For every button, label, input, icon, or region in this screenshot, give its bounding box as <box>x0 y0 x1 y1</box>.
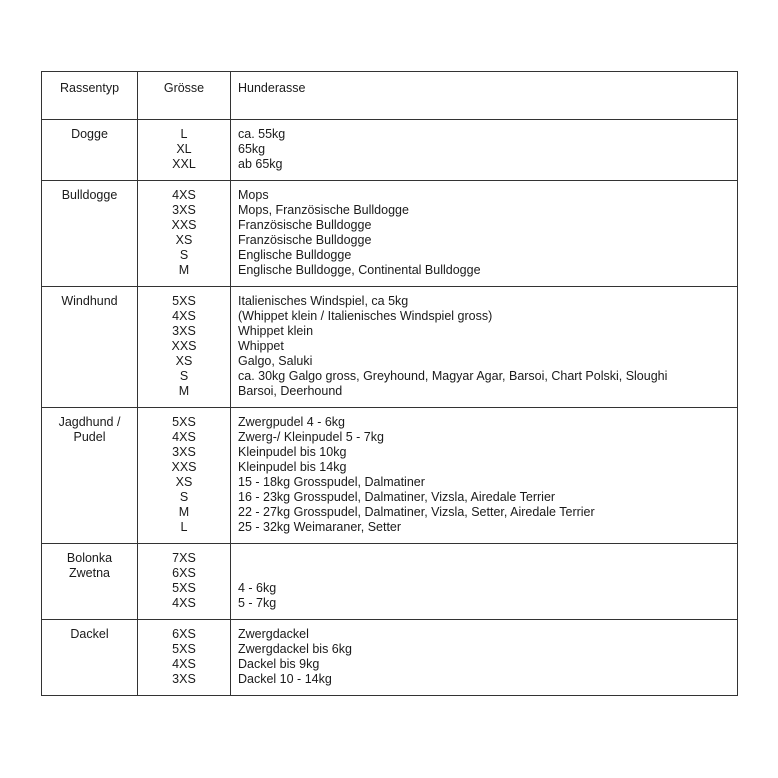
size-label: 5XS <box>172 642 196 656</box>
size-label: 5XS <box>172 415 196 429</box>
breed-cell <box>231 544 738 620</box>
breed-description: 15 - 18kg Grosspudel, Dalmatiner <box>238 475 425 489</box>
breed-type-cell <box>42 620 138 696</box>
size-label: M <box>178 505 190 519</box>
breed-cell <box>231 120 738 181</box>
size-label: XS <box>175 233 193 247</box>
breed-type-cell <box>42 120 138 181</box>
breed-description: ca. 55kg <box>238 127 286 141</box>
size-cell <box>138 544 231 620</box>
table-row <box>42 120 738 181</box>
breed-description: Französische Bulldogge <box>238 218 372 232</box>
breed-description: ab 65kg <box>238 157 283 171</box>
breed-description: Mops <box>238 188 269 202</box>
size-label: XS <box>175 354 193 368</box>
breed-type-label: Dackel <box>70 627 109 641</box>
breed-type-label: Jagdhund / <box>58 415 121 429</box>
size-label: M <box>178 263 190 277</box>
header-category: Rassentyp <box>42 72 138 120</box>
breed-description: Dackel bis 9kg <box>238 657 320 671</box>
breed-type-label: Bolonka <box>66 551 113 565</box>
breed-description: 22 - 27kg Grosspudel, Dalmatiner, Vizsla, Setter, Airedale Terrier <box>238 505 595 519</box>
breed-description: Französische Bulldogge <box>238 233 372 247</box>
table-row <box>42 620 738 696</box>
breed-description: 4 - 6kg <box>238 581 277 595</box>
size-label: S <box>179 248 189 262</box>
breed-description: Kleinpudel bis 10kg <box>238 445 347 459</box>
breed-description: Zwergpudel 4 - 6kg <box>238 415 346 429</box>
breed-description: Dackel 10 - 14kg <box>238 672 332 686</box>
breed-type-label: Bulldogge <box>61 188 118 202</box>
size-cell <box>138 408 231 544</box>
breed-description <box>238 566 731 581</box>
breed-description: Zwergdackel <box>238 627 309 641</box>
breed-description: 65kg <box>238 142 266 156</box>
breed-type-label: Zwetna <box>69 566 110 580</box>
breed-description: Englische Bulldogge, Continental Bulldogge <box>238 263 481 277</box>
size-cell <box>138 181 231 287</box>
size-label: 4XS <box>172 596 196 610</box>
breed-type-label: Windhund <box>61 294 118 308</box>
size-label: 5XS <box>172 581 196 595</box>
size-label: 5XS <box>172 294 196 308</box>
size-cell <box>138 120 231 181</box>
size-label: 7XS <box>172 551 196 565</box>
breed-description: ca. 30kg Galgo gross, Greyhound, Magyar Agar, Barsoi, Chart Polski, Sloughi <box>238 369 668 383</box>
size-label: M <box>178 384 190 398</box>
breed-type-cell <box>42 287 138 408</box>
breed-description: 25 - 32kg Weimaraner, Setter <box>238 520 402 534</box>
breed-description: 16 - 23kg Grosspudel, Dalmatiner, Vizsla, Airedale Terrier <box>238 490 556 504</box>
size-label: 4XS <box>172 657 196 671</box>
table-body <box>42 120 738 696</box>
breed-description: Zwergdackel bis 6kg <box>238 642 352 656</box>
size-label: 4XS <box>172 188 196 202</box>
breed-description: Barsoi, Deerhound <box>238 384 343 398</box>
size-label: 3XS <box>172 203 196 217</box>
size-label: 3XS <box>172 445 196 459</box>
size-label: XXL <box>172 157 196 171</box>
table-row <box>42 181 738 287</box>
breed-description: Mops, Französische Bulldogge <box>238 203 409 217</box>
breed-type-cell <box>42 408 138 544</box>
header-size: Grösse <box>138 72 231 120</box>
breed-description: Italienisches Windspiel, ca 5kg <box>238 294 409 308</box>
size-label: 3XS <box>172 672 196 686</box>
breed-cell <box>231 287 738 408</box>
breed-description: Whippet klein <box>238 324 314 338</box>
breed-type-cell <box>42 181 138 287</box>
size-label: XXS <box>171 460 197 474</box>
size-label: L <box>180 127 188 141</box>
size-label: 4XS <box>172 309 196 323</box>
breed-description: (Whippet klein / Italienisches Windspiel gross) <box>238 309 493 323</box>
size-label: XXS <box>171 339 197 353</box>
size-label: XL <box>176 142 192 156</box>
size-label: 4XS <box>172 430 196 444</box>
breed-description: Galgo, Saluki <box>238 354 313 368</box>
table-row <box>42 408 738 544</box>
size-label: S <box>179 490 189 504</box>
size-label: 6XS <box>172 627 196 641</box>
size-label: 6XS <box>172 566 196 580</box>
breed-description: Englische Bulldogge <box>238 248 352 262</box>
breed-description: Whippet <box>238 339 284 353</box>
breed-type-cell <box>42 544 138 620</box>
header-row <box>42 72 738 120</box>
table-row <box>42 287 738 408</box>
size-label: XS <box>175 475 193 489</box>
size-cell <box>138 287 231 408</box>
breed-description <box>238 551 731 566</box>
dog-size-table <box>41 71 738 696</box>
size-label: S <box>179 369 189 383</box>
breed-cell <box>231 408 738 544</box>
breed-type-label: Dogge <box>71 127 108 141</box>
breed-description: 5 - 7kg <box>238 596 277 610</box>
breed-description: Kleinpudel bis 14kg <box>238 460 347 474</box>
breed-cell <box>231 181 738 287</box>
size-cell <box>138 620 231 696</box>
breed-cell <box>231 620 738 696</box>
breed-type-label: Pudel <box>73 430 106 444</box>
header-breed: Hunderasse <box>231 72 738 120</box>
size-label: XXS <box>171 218 197 232</box>
table-row <box>42 544 738 620</box>
size-label: L <box>180 520 188 534</box>
breed-description: Zwerg-/ Kleinpudel 5 - 7kg <box>238 430 384 444</box>
size-label: 3XS <box>172 324 196 338</box>
